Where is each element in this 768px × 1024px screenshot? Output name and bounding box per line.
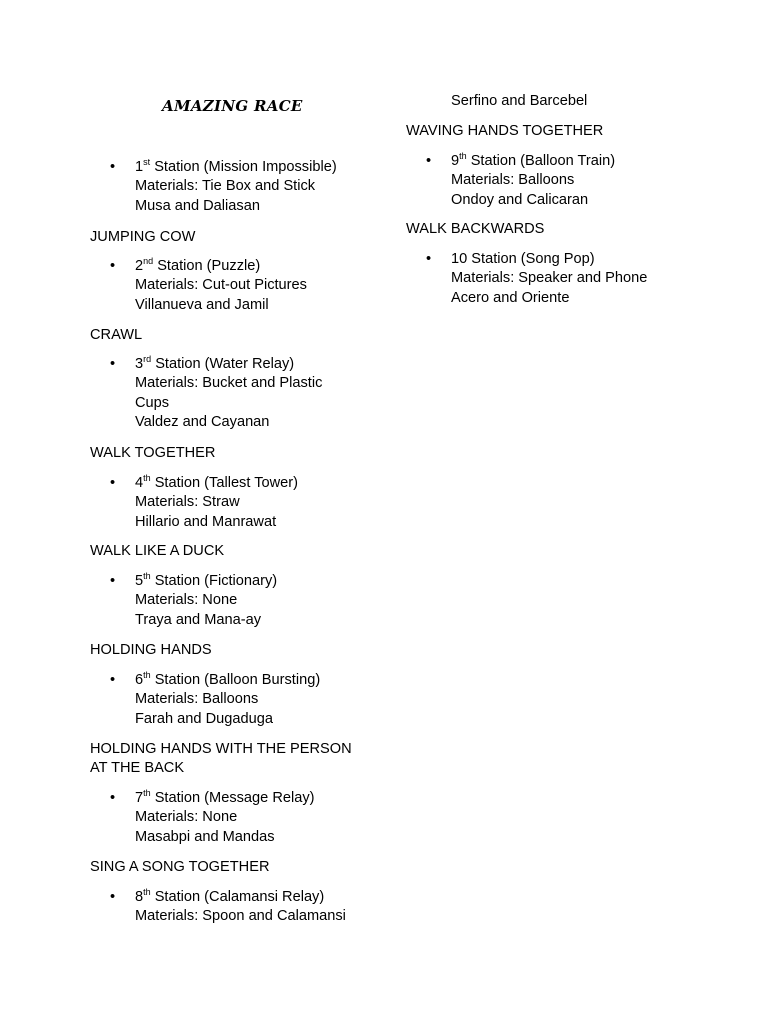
team-names: Traya and Mana-ay (135, 611, 261, 628)
entry-lines (451, 250, 706, 308)
station-number: 3 (135, 356, 144, 372)
station-name: Station (Message Relay) (150, 790, 315, 806)
heading-text: WALK TOGETHER (90, 445, 216, 461)
heading-text: HOLDING HANDS (90, 642, 212, 658)
station-title (135, 474, 380, 493)
entry-lines (135, 789, 380, 847)
station-list-item (90, 888, 380, 927)
entry-lines (135, 158, 380, 216)
team-names: Serfino and Barcebel (451, 93, 588, 109)
station-materials: Materials: None (135, 592, 238, 609)
station-materials: Materials: Bucket and Plastic (135, 375, 323, 392)
station-name: Station (Balloon Bursting) (150, 672, 321, 688)
team-names: Masabpi and Mandas (135, 828, 275, 845)
entry-lines (451, 152, 706, 210)
station-number: 5 (135, 573, 144, 589)
station-list-item (406, 250, 706, 308)
team-names: Valdez and Cayanan (135, 414, 270, 431)
bullet-icon: • (110, 258, 116, 274)
station-materials-cont: Cups (135, 394, 170, 411)
station-list-item (90, 257, 380, 315)
station-name: Station (Water Relay) (151, 356, 295, 372)
heading-text: HOLDING HANDS WITH THE PERSON (90, 741, 352, 757)
station-number: 9 (451, 153, 460, 169)
entry-lines (135, 888, 380, 927)
station-name: Station (Puzzle) (153, 258, 261, 274)
team-names: Hillario and Manrawat (135, 513, 277, 530)
station-number: 6 (135, 672, 144, 688)
heading-text: CRAWL (90, 327, 143, 343)
bullet-icon: • (110, 672, 116, 688)
section-heading (406, 122, 603, 141)
station-name: Station (Balloon Train) (466, 153, 616, 169)
entry-lines (451, 92, 706, 111)
section-heading (90, 326, 142, 345)
team-names: Musa and Daliasan (135, 197, 260, 214)
section-heading (406, 220, 544, 239)
bullet-icon: • (110, 356, 116, 372)
document-title: AMAZING RACE (162, 97, 303, 115)
entry-lines (135, 355, 380, 433)
section-heading (90, 858, 270, 877)
station-number: 4 (135, 475, 144, 491)
station-ordinal-suffix: th (143, 571, 151, 582)
station-title (135, 355, 380, 374)
station-ordinal-suffix: st (143, 157, 151, 168)
station-name: Station (Tallest Tower) (150, 475, 298, 491)
bullet-icon: • (426, 153, 432, 169)
station-title (135, 789, 380, 808)
entry-lines (135, 257, 380, 315)
station-number: 7 (135, 790, 144, 806)
heading-text: WAVING HANDS TOGETHER (406, 123, 604, 139)
heading-text: WALK LIKE A DUCK (90, 543, 225, 559)
station-list-item (90, 158, 380, 216)
section-heading (90, 641, 212, 660)
station-materials: Materials: Balloons (451, 172, 575, 189)
heading-text: JUMPING COW (90, 229, 196, 245)
section-heading (90, 542, 224, 561)
station-list-item (90, 572, 380, 630)
station-ordinal-suffix: nd (143, 256, 154, 267)
heading-text-cont: AT THE BACK (90, 760, 185, 777)
team-names: Farah and Dugaduga (135, 710, 273, 727)
team-names: Villanueva and Jamil (135, 296, 269, 313)
team-names: Acero and Oriente (451, 289, 570, 306)
station-materials: Materials: Speaker and Phone (451, 270, 648, 287)
bullet-icon: • (426, 251, 432, 267)
station-name: Station (Song Pop) (467, 251, 595, 267)
heading-text: SING A SONG TOGETHER (90, 859, 270, 875)
bullet-icon: • (110, 475, 116, 491)
entry-lines (135, 671, 380, 729)
station-number: 8 (135, 889, 144, 905)
station-title (135, 671, 380, 690)
station-number: 2 (135, 258, 144, 274)
entry-lines (135, 474, 380, 532)
station-number: 1 (135, 159, 144, 175)
station-number: 10 (451, 251, 468, 267)
section-heading (90, 228, 195, 247)
station-name: Station (Calamansi Relay) (150, 889, 325, 905)
station-materials: Materials: Spoon and Calamansi (135, 908, 346, 925)
station-materials: Materials: Tie Box and Stick (135, 178, 316, 195)
bullet-icon: • (110, 889, 116, 905)
station-title (135, 158, 380, 177)
station-title (451, 250, 706, 269)
station-list-item (90, 789, 380, 847)
station-materials: Materials: None (135, 809, 238, 826)
bullet-icon: • (110, 573, 116, 589)
station-title (135, 257, 380, 276)
bullet-icon: • (110, 790, 116, 806)
section-heading (90, 740, 352, 779)
station-title (135, 572, 380, 591)
station-list-item (90, 474, 380, 532)
station-list-item (406, 152, 706, 210)
list-item-continuation (406, 92, 706, 111)
station-title (135, 888, 380, 907)
station-list-item (90, 671, 380, 729)
station-name: Station (Fictionary) (150, 573, 278, 589)
station-name: Station (Mission Impossible) (150, 159, 337, 175)
team-names: Ondoy and Calicaran (451, 191, 589, 208)
station-materials: Materials: Cut-out Pictures (135, 277, 307, 294)
station-ordinal-suffix: th (459, 151, 467, 162)
station-ordinal-suffix: th (143, 670, 151, 681)
station-materials: Materials: Straw (135, 494, 240, 511)
station-materials: Materials: Balloons (135, 691, 259, 708)
station-ordinal-suffix: rd (143, 354, 152, 365)
station-title (451, 152, 706, 171)
station-ordinal-suffix: th (143, 788, 151, 799)
station-ordinal-suffix: th (143, 887, 151, 898)
entry-lines (135, 572, 380, 630)
section-heading (90, 444, 215, 463)
heading-text: WALK BACKWARDS (406, 221, 545, 237)
station-ordinal-suffix: th (143, 473, 151, 484)
bullet-icon: • (110, 159, 116, 175)
station-list-item (90, 355, 380, 433)
